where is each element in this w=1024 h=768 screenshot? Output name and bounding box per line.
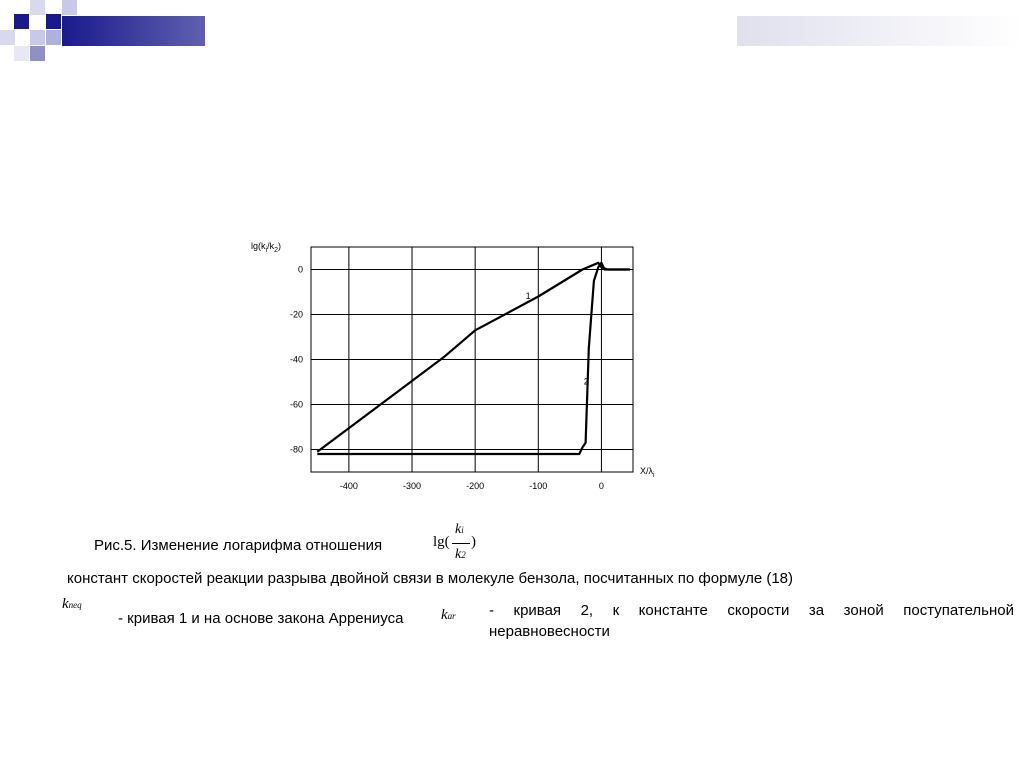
formula-denominator: k2 — [455, 547, 466, 562]
x-tick-label: -100 — [529, 481, 548, 491]
x-tick-label: -400 — [339, 481, 358, 491]
chart-ticks — [290, 265, 604, 492]
formula-fraction-bar — [452, 543, 470, 544]
y-tick-label: -80 — [289, 444, 303, 455]
series-label-1: 1 — [525, 290, 531, 301]
formula-close: ) — [471, 534, 476, 550]
formula-lg: lg( — [433, 534, 450, 550]
y-axis-label: $\lg(k_i/k_2)$ — [251, 241, 281, 254]
y-tick-label: -20 — [289, 309, 303, 320]
x-tick-label: -300 — [403, 481, 422, 491]
curve2-description-line2: неравновесности — [489, 623, 610, 640]
y-tick-label: -40 — [289, 354, 303, 365]
x-tick-label: -200 — [466, 481, 485, 491]
k-neq-symbol: kneq — [62, 596, 82, 612]
x-axis-label: $X/\lambda_i$ — [640, 466, 655, 479]
curve1-description: - кривая 1 и на основе закона Аррениуса — [118, 610, 404, 627]
series-line-2 — [317, 263, 630, 454]
series-line-1 — [317, 263, 630, 452]
caption-line2: констант скоростей реакции разрыва двойной связи в молекуле бензола, посчитанных по формуле (18) — [67, 570, 794, 587]
x-tick-label: 0 — [598, 481, 604, 491]
k-ar-symbol: kar — [441, 607, 456, 623]
y-tick-label: -60 — [289, 399, 303, 410]
caption-line1: Рис.5. Изменение логарифма отношения — [94, 537, 383, 554]
chart-series — [317, 263, 630, 454]
series-label-2: 2 — [583, 376, 589, 387]
formula-numerator: ki — [455, 522, 464, 537]
curve2-description-line1: - кривая 2, к константе скорости за зоной поступательной — [489, 602, 1014, 619]
y-tick-label: 0 — [297, 264, 303, 275]
